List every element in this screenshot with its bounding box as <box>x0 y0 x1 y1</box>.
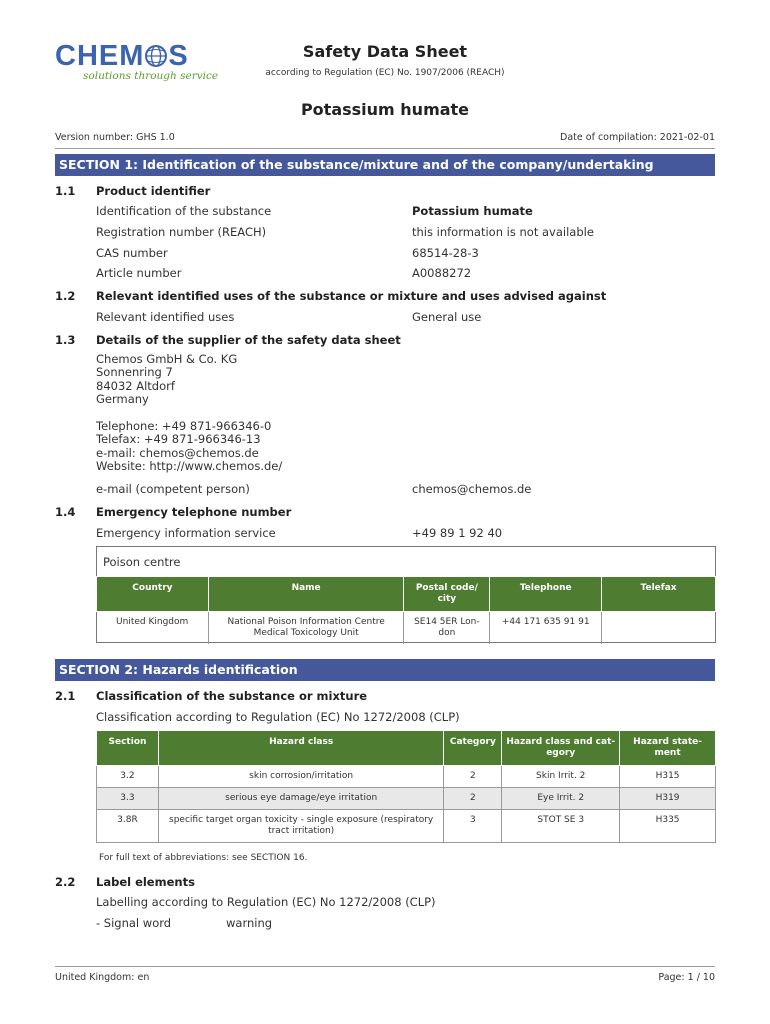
hazard-classification-table <box>96 730 716 843</box>
footer-language: United Kingdom: en <box>55 972 150 983</box>
signal-word-label: - Signal word <box>96 916 172 930</box>
document-subtitle: according to Regulation (EC) No. 1907/2006 (REACH) <box>265 68 505 78</box>
classification-subtitle: Classification according to Regulation (EC) No 1272/2008 (CLP) <box>96 710 460 724</box>
address-line: Sonnenring 7 <box>96 365 173 380</box>
table-cell: STOT SE 3 <box>502 810 620 843</box>
table-cell: SE14 5ER Lon- don <box>404 612 490 645</box>
address-line: Germany <box>96 391 149 406</box>
table-row <box>97 612 716 645</box>
table-row <box>97 810 716 843</box>
logo-text-left: CHEM <box>55 40 145 72</box>
poison-centre-title: Poison centre <box>103 555 181 569</box>
version-number: Version number: GHS 1.0 <box>55 132 175 143</box>
subsection-number: 1.4 <box>55 505 76 519</box>
field-label: e-mail (competent person) <box>96 482 250 496</box>
table-cell: 3.8R <box>97 810 159 843</box>
contact-line: Website: http://www.chemos.de/ <box>96 458 283 473</box>
subsection-title: Label elements <box>96 875 195 889</box>
header-divider <box>55 148 715 149</box>
section-1-header: SECTION 1: Identification of the substance/mixture and of the company/undertaking <box>55 154 715 176</box>
table-cell: 2 <box>444 766 502 788</box>
subsection-title: Classification of the substance or mixture <box>96 689 368 703</box>
supplier-address <box>96 353 237 406</box>
field-label: Relevant identified uses <box>96 310 235 324</box>
field-label: CAS number <box>96 246 168 260</box>
column-header: Telephone <box>490 577 602 612</box>
field-value: 68514-28-3 <box>412 246 479 260</box>
field-value: A0088272 <box>412 266 472 280</box>
field-value: chemos@chemos.de <box>412 482 532 496</box>
supplier-contacts <box>96 420 282 473</box>
table-cell: H335 <box>620 810 716 843</box>
subsection-number: 2.1 <box>55 689 76 703</box>
table-cell: 3.3 <box>97 788 159 810</box>
table-cell: +44 171 635 91 91 <box>490 612 602 645</box>
page-number: Page: 1 / 10 <box>658 972 715 983</box>
document-title: Safety Data Sheet <box>302 42 468 61</box>
contact-line: e-mail: chemos@chemos.de <box>96 445 259 460</box>
subsection-number: 1.2 <box>55 289 76 303</box>
subsection-number: 2.2 <box>55 875 76 889</box>
column-header: Hazard class <box>158 731 443 766</box>
contact-line: Telephone: +49 871-966346-0 <box>96 419 272 433</box>
subsection-title: Emergency telephone number <box>96 505 292 519</box>
signal-word-value: warning <box>226 916 273 930</box>
address-line: 84032 Altdorf <box>96 378 175 393</box>
subsection-number: 1.3 <box>55 333 76 347</box>
subsection-number: 1.1 <box>55 184 76 198</box>
table-cell: skin corrosion/irritation <box>158 766 443 788</box>
column-header: Category <box>444 731 502 766</box>
table-cell: H319 <box>620 788 716 810</box>
logo-tagline: solutions through service <box>83 70 219 82</box>
compilation-date: Date of compilation: 2021-02-01 <box>560 132 715 143</box>
table-cell: specific target organ toxicity - single exposure (respiratory tract irritation) <box>158 810 443 843</box>
logo-text-right: S <box>168 40 189 72</box>
field-label: Article number <box>96 266 182 280</box>
table-cell: serious eye damage/eye irritation <box>158 788 443 810</box>
field-value: General use <box>412 310 482 324</box>
table-cell: 3.2 <box>97 766 159 788</box>
column-header: Postal code/ city <box>404 577 490 612</box>
table-cell: National Poison Information Centre Medical Toxicology Unit <box>208 612 404 645</box>
subsection-title: Relevant identified uses of the substance or mixture and uses advised against <box>96 289 607 303</box>
column-header: Hazard state- ment <box>620 731 716 766</box>
field-value: +49 89 1 92 40 <box>412 526 503 540</box>
column-header: Telefax <box>602 577 716 612</box>
abbreviation-note: For full text of abbreviations: see SECTION 16. <box>99 853 308 863</box>
table-cell: Skin Irrit. 2 <box>502 766 620 788</box>
table-cell: 2 <box>444 788 502 810</box>
field-label: Emergency information service <box>96 526 276 540</box>
column-header: Section <box>97 731 159 766</box>
field-value: this information is not available <box>412 225 594 239</box>
contact-line: Telefax: +49 871-966346-13 <box>96 432 261 447</box>
poison-centre-table <box>96 576 716 644</box>
field-value: Potassium humate <box>412 204 533 218</box>
table-cell: 3 <box>444 810 502 843</box>
subsection-title: Product identifier <box>96 184 211 198</box>
table-cell: H315 <box>620 766 716 788</box>
subsection-title: Details of the supplier of the safety data sheet <box>96 333 401 347</box>
table-header-row <box>97 731 716 766</box>
labelling-subtitle: Labelling according to Regulation (EC) No 1272/2008 (CLP) <box>96 895 436 909</box>
table-header-row <box>97 577 716 612</box>
table-cell: Eye Irrit. 2 <box>502 788 620 810</box>
table-row <box>97 766 716 788</box>
address-line: Chemos GmbH & Co. KG <box>96 352 238 366</box>
column-header: Country <box>97 577 209 612</box>
section-2-header: SECTION 2: Hazards identification <box>55 659 715 681</box>
product-title: Potassium humate <box>300 100 470 119</box>
table-row <box>97 788 716 810</box>
column-header: Hazard class and cat- egory <box>502 731 620 766</box>
field-label: Registration number (REACH) <box>96 225 267 239</box>
column-header: Name <box>208 577 404 612</box>
field-label: Identification of the substance <box>96 204 272 218</box>
footer-divider <box>55 966 715 967</box>
table-cell <box>602 612 716 645</box>
table-cell: United Kingdom <box>97 612 209 645</box>
